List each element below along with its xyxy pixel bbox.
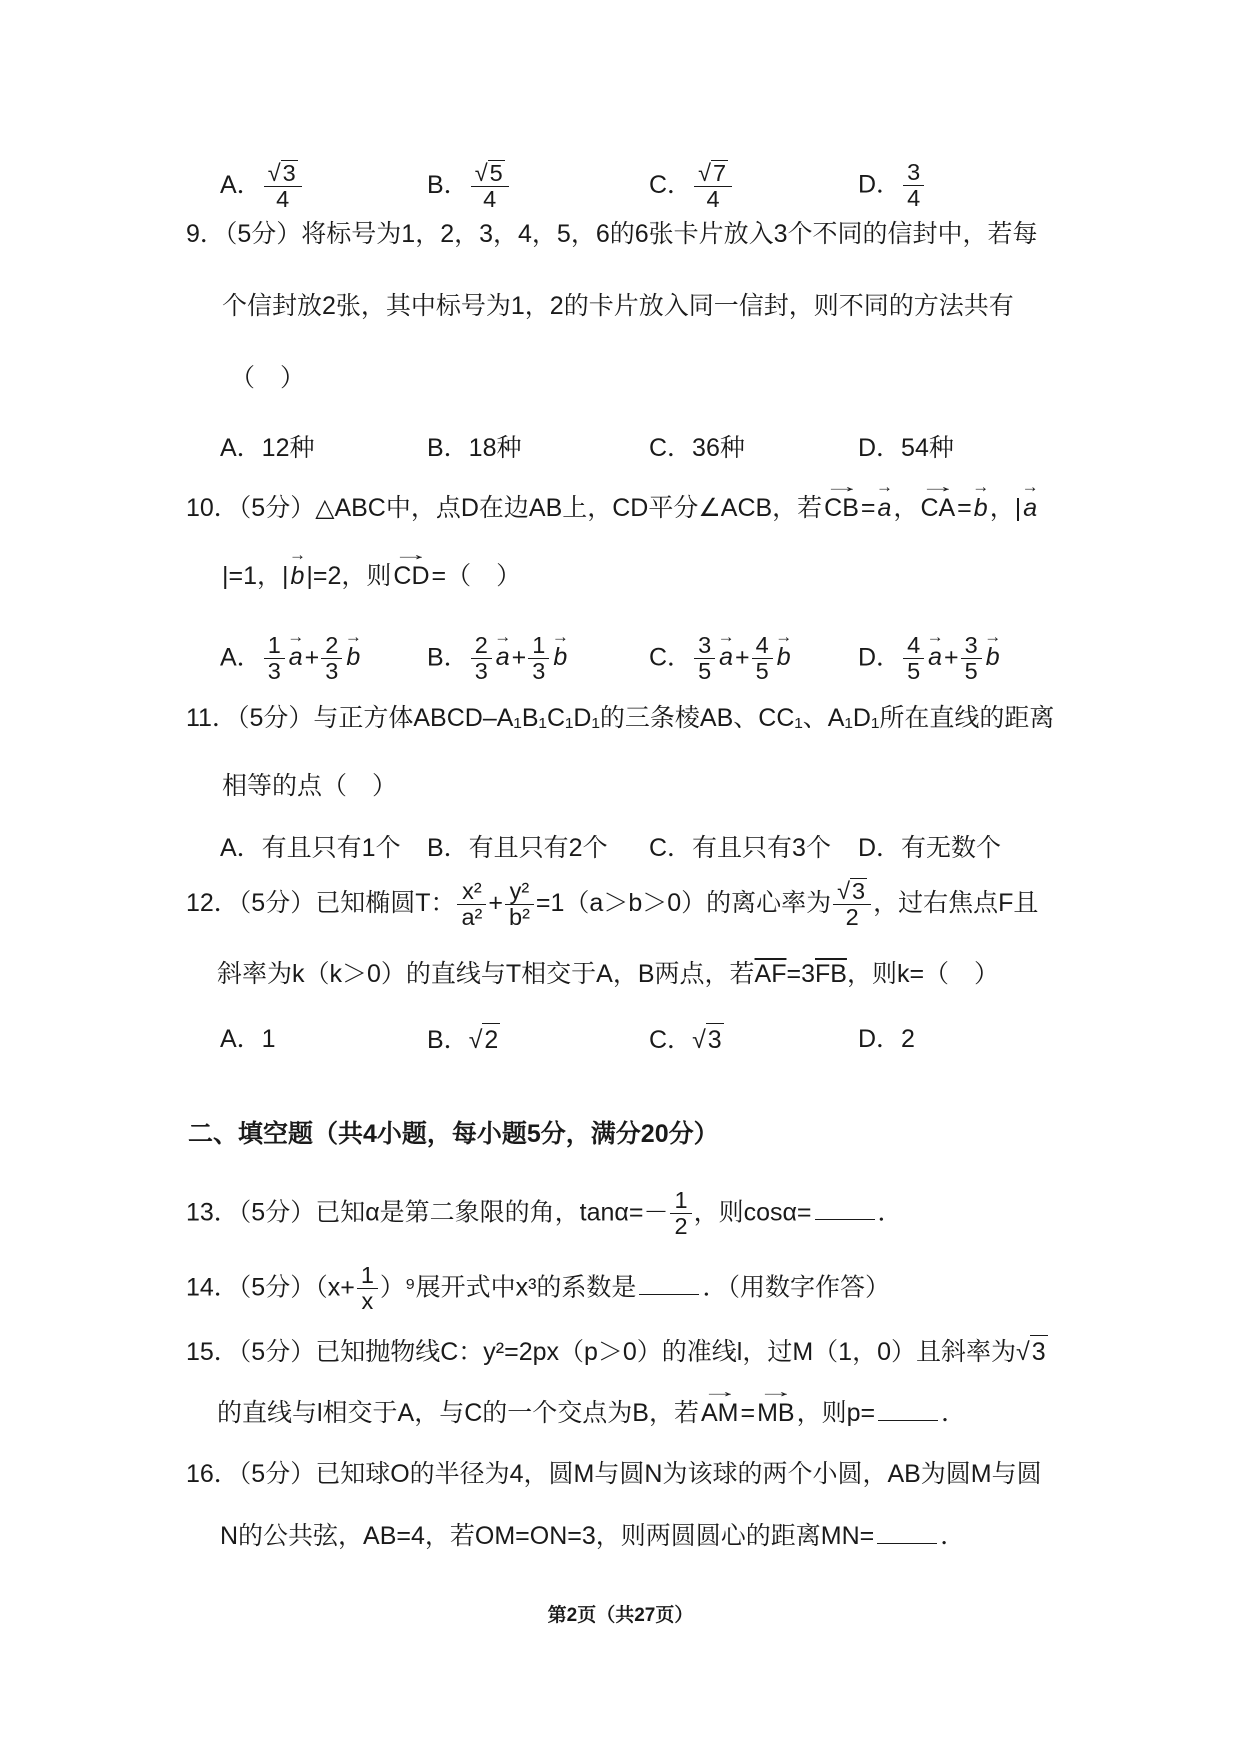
fraction: $\frac{3}{4}$ <box>903 160 924 212</box>
q15-line1: 15．（5分）已知抛物线C：y²=2px（p＞0）的准线l，过M（1，0）且斜率为√3 <box>186 1335 1048 1368</box>
fraction: $\frac{√7}{4}$ <box>694 160 732 213</box>
fraction: $\frac{1}{3}$ <box>264 633 285 685</box>
answer-blank <box>878 1395 938 1421</box>
q10-options-D: D． $\frac{4}{5}$ → a+ $\frac{3}{5}$ → b <box>858 626 1002 685</box>
q8-options-B: B． $\frac{√5}{4}$ <box>427 160 649 213</box>
overline-AF: $\overline{AF}$ <box>754 960 787 988</box>
vector-CD: → CD <box>392 545 431 590</box>
q9-options-C: C．36种 <box>649 434 745 462</box>
vector-CB: → CB <box>822 477 861 522</box>
vector-a: → a <box>875 477 893 522</box>
q12-options-D: D．2 <box>858 1025 915 1053</box>
q11-options-D: D．有无数个 <box>858 834 1002 862</box>
q11-options-A: A．有且只有1个 <box>220 834 401 862</box>
q8-options-C: C． $\frac{√7}{4}$ <box>649 160 858 213</box>
answer-blank <box>815 1194 875 1220</box>
vector-a: → a <box>1021 477 1039 522</box>
page-footer: 第2页（共27页） <box>547 1605 694 1626</box>
sqrt-radical: √2 <box>469 1023 501 1056</box>
vector-b: → b <box>972 477 990 522</box>
q8-options-D: D． $\frac{3}{4}$ <box>858 160 926 213</box>
fraction: $\frac{4}{5}$ <box>903 633 924 685</box>
sqrt-radical: √3 <box>692 1023 724 1056</box>
q12-options-C: C．√3 <box>649 1023 858 1056</box>
fraction: $\frac{3}{5}$ <box>694 633 715 685</box>
sqrt-radical: √3 <box>267 160 296 186</box>
q12-options <box>220 1023 915 1056</box>
q12-line1: 12．（5分）已知椭圆T： $\frac{\text{x²}}{\text{a²}}$ + $\frac{\text{y²}}{\text{b²}}$ =1（a＞b＞0）的离心率为 $\frac{√3}{2}$ ，过右焦点F且 <box>186 877 1039 931</box>
overline-FB: $\overline{FB}$ <box>815 960 847 988</box>
vector-MB: → MB <box>757 1382 795 1427</box>
q11-options-B: B．有且只有2个 <box>427 834 608 862</box>
q9-options <box>220 432 954 464</box>
section2-header: 二、填空题（共4小题，每小题5分，满分20分） <box>188 1120 719 1148</box>
fraction: $\frac{√3}{4}$ <box>264 160 302 213</box>
answer-blank <box>639 1269 699 1295</box>
fraction: $\frac{1}{2}$ <box>670 1188 691 1240</box>
q9-options-A: A．12种 <box>220 434 315 462</box>
q16-line2: N的公共弦，AB=4，若OM=ON=3，则两圆圆心的距离MN= ． <box>220 1518 965 1552</box>
answer-blank <box>877 1518 937 1544</box>
q10-options-A: A． $\frac{1}{3}$ → a+ $\frac{2}{3}$ → b <box>220 626 362 685</box>
vector-b: → b <box>551 626 569 672</box>
vector-a: → a <box>494 626 512 672</box>
fraction: $\frac{3}{5}$ <box>961 633 982 685</box>
q12-line2: 斜率为k（k＞0）的直线与T相交于A，B两点，若$\overline{AF}=3\overline{FB}$，则k=（ ） <box>217 960 1000 988</box>
fraction: $\frac{\text{x²}}{\text{a²}}$ <box>457 879 486 931</box>
q11-options <box>220 832 1001 864</box>
vector-a: → a <box>287 626 305 672</box>
q10-options-C: C． $\frac{3}{5}$ → a+ $\frac{4}{5}$ → b <box>649 626 793 685</box>
q9-options-D: D．54种 <box>858 434 954 462</box>
vector-b: → b <box>775 626 793 672</box>
q10-line2: |=1，| → b|=2，则 → CD=（ ） <box>222 545 522 590</box>
fraction: $\frac{1}{3}$ <box>528 633 549 685</box>
q14-line: 14．（5分）（x+ $\frac{1}{x}$ ）⁹展开式中x³的系数是 ．（用数字作答） <box>186 1262 890 1315</box>
vector-AM: → AM <box>700 1382 739 1427</box>
vector-b: → b <box>344 626 362 672</box>
fraction: $\frac{\text{y²}}{\text{b²}}$ <box>505 879 534 931</box>
vector-CA: → CA <box>919 477 957 522</box>
q8-options-A: A． $\frac{√3}{4}$ <box>220 160 427 213</box>
q9-line3: （ ） <box>230 364 306 392</box>
q9-options-B: B．18种 <box>427 434 522 462</box>
fraction: $\frac{√5}{4}$ <box>471 160 509 213</box>
fraction: $\frac{√3}{2}$ <box>833 878 871 931</box>
q10-options <box>220 626 1002 685</box>
q15-line2: 的直线与l相交于A，与C的一个交点为B，若 → AM= → MB，则p= ． <box>217 1382 967 1427</box>
vector-b: → b <box>984 626 1002 672</box>
sqrt-radical: √3 <box>837 878 866 904</box>
vector-a: → a <box>717 626 735 672</box>
q10-options-B: B． $\frac{2}{3}$ → a+ $\frac{1}{3}$ → b <box>427 626 569 685</box>
q11-options-C: C．有且只有3个 <box>649 834 831 862</box>
q11-line1: 11．（5分）与正方体ABCD–A₁B₁C₁D₁的三条棱AB、CC₁、A₁D₁所在直线的距离 <box>186 704 1055 732</box>
fraction: $\frac{1}{x}$ <box>357 1263 378 1315</box>
q8-options <box>220 160 926 213</box>
sqrt-radical: √3 <box>1016 1335 1048 1368</box>
fraction: $\frac{2}{3}$ <box>321 633 342 685</box>
fraction: $\frac{2}{3}$ <box>471 633 492 685</box>
q9-line2: 个信封放2张，其中标号为1，2的卡片放入同一信封，则不同的方法共有 <box>222 292 1014 320</box>
q12-options-A: A．1 <box>220 1025 276 1053</box>
fraction: $\frac{4}{5}$ <box>752 633 773 685</box>
vector-a: → a <box>926 626 944 672</box>
q10-line1: 10．（5分）△ABC中，点D在边AB上，CD平分∠ACB，若 → CB= → a， → CA= → b，| → a <box>186 477 1039 522</box>
q12-options-B: B．√2 <box>427 1023 649 1056</box>
q16-line1: 16．（5分）已知球O的半径为4，圆M与圆N为该球的两个小圆，AB为圆M与圆 <box>186 1460 1042 1488</box>
sqrt-radical: √5 <box>474 160 503 186</box>
sqrt-radical: √7 <box>698 160 727 186</box>
q11-line2: 相等的点（ ） <box>222 772 398 800</box>
q13-line: 13．（5分）已知α是第二象限的角，tanα=－ $\frac{1}{2}$ ，则cosα= ． <box>186 1187 903 1240</box>
vector-b: → b <box>288 545 306 590</box>
q9-line1: 9．（5分）将标号为1，2，3，4，5，6的6张卡片放入3个不同的信封中，若每 <box>186 220 1038 248</box>
